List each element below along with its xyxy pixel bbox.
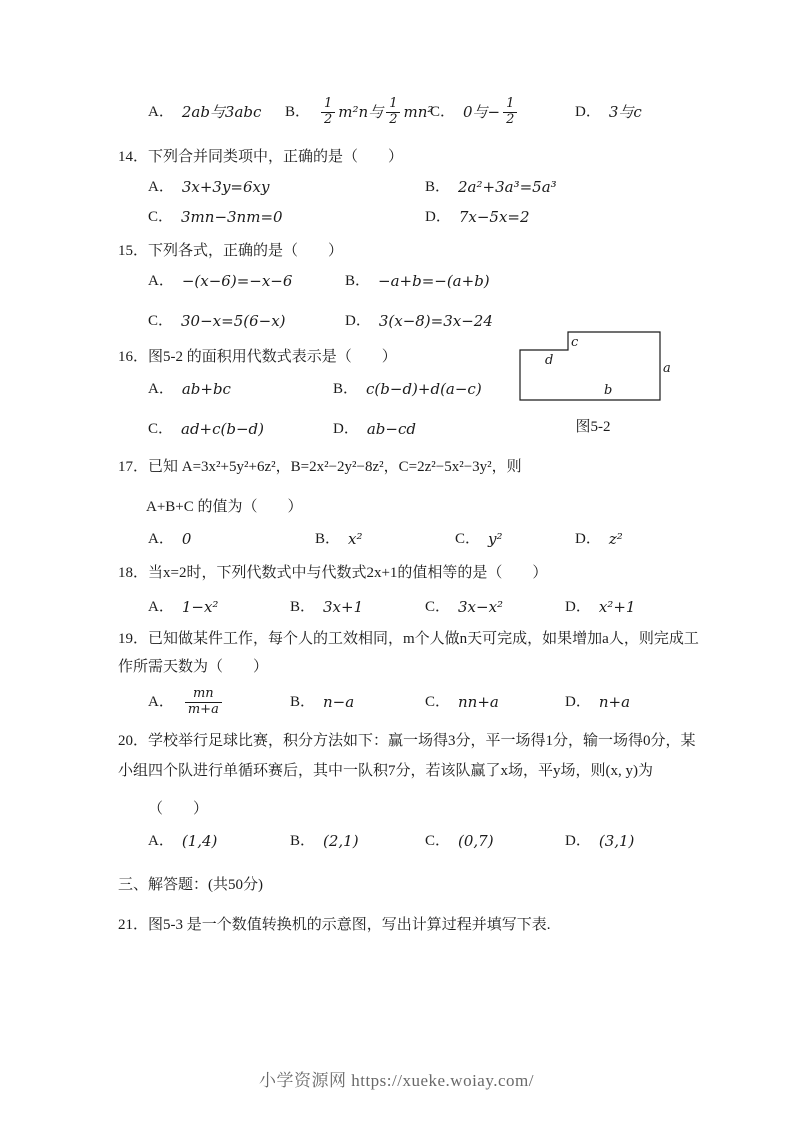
exam-content [118,90,699,936]
option-label: A． [148,273,174,289]
question-19-stem-line2: 作所需天数为（ ） [118,659,269,675]
option-label: A． [148,833,174,849]
option-text: 3x+3y=6xy [181,178,270,196]
option-text: x²+1 [598,598,636,616]
option-text: y² [488,530,503,548]
figure-label-d: d [545,353,554,368]
fraction [386,97,400,127]
option-label: C． [430,104,456,120]
option-17c [455,528,575,550]
option-text: −a+b=−(a+b) [378,272,490,290]
question-14-stem: 14．下列合并同类项中，正确的是（ ） [118,149,404,165]
question-17-options [118,528,680,550]
question-17-stem-line2: A+B+C 的值为（ ） [146,499,303,515]
option-label: D． [565,694,591,710]
option-label: B． [290,833,316,849]
denominator: 2 [321,112,335,127]
question-21-stem: 21．图5-3 是一个数值转换机的示意图，写出计算过程并填写下表. [118,917,551,933]
numerator: 1 [389,96,398,112]
option-text: 0 [181,530,192,548]
option-text: 3与c [608,103,642,121]
option-label: D． [425,209,451,225]
option-14a [148,176,425,198]
option-text: 2ab与3abc [181,103,262,121]
figure-caption: 图5-2 [575,419,611,435]
option-20c [425,830,565,852]
question-18-stem: 18．当x=2时，下列代数式中与代数式2x+1的值相等的是（ ） [118,565,548,581]
option-text: 0与− [463,103,501,121]
option-16c [148,418,333,440]
option-13b [285,96,434,127]
option-text: nn+a [458,693,499,711]
option-16b [333,378,482,400]
option-19d [565,691,630,713]
option-text: m²n与 [338,103,384,121]
option-text: n+a [598,693,631,711]
question-20-stem-line1: 20．学校举行足球比赛，积分方法如下：赢一场得3分，平一场得1分，输一场得0分，某 [118,733,696,749]
option-label: A． [148,599,174,615]
denominator: 2 [386,112,400,127]
option-13d [575,101,642,123]
fraction [321,97,335,127]
question-16-stem: 16．图5-2 的面积用代数式表示是（ ） [118,349,397,365]
option-label: A． [148,179,174,195]
option-19a [148,687,290,717]
option-text: (2,1) [323,832,359,850]
option-label: A． [148,531,174,547]
question-14-options-row1 [118,176,680,198]
denominator: m+a [185,702,222,717]
option-text: mn² [403,103,434,121]
option-label: D． [565,599,591,615]
option-18b [290,596,425,618]
option-label: C． [425,833,451,849]
option-13a [148,101,285,123]
option-text: ab+bc [181,380,231,398]
option-17b [315,528,455,550]
option-20b [290,830,425,852]
option-19b [290,691,425,713]
figure-outline [520,332,660,400]
figure-label-a: a [663,361,671,376]
option-label: B． [290,599,316,615]
option-19c [425,691,565,713]
question-18-options [118,596,680,618]
option-15d [345,310,493,332]
option-18c [425,596,565,618]
option-text: 3(x−8)=3x−24 [378,312,493,330]
question-17-stem-line1: 17．已知 A=3x²+5y²+6z²，B=2x²−2y²−8z²，C=2z²−5x²−3y²，则 [118,459,522,475]
option-label: D． [333,421,359,437]
option-18d [565,596,635,618]
numerator: mn [192,686,214,702]
figure-5-2 [518,330,673,437]
option-label: B． [290,694,316,710]
option-label: D． [565,833,591,849]
option-15a [148,270,345,292]
option-label: D． [575,104,601,120]
option-18a [148,596,290,618]
question-15-stem: 15．下列各式，正确的是（ ） [118,243,344,259]
option-label: A． [148,694,174,710]
question-19-options [118,680,680,724]
option-text: ab−cd [366,420,416,438]
denominator: 2 [503,112,517,127]
option-label: C． [148,421,174,437]
option-15c [148,310,345,332]
option-16d [333,418,416,440]
option-label: C． [148,313,174,329]
option-text: x² [348,530,363,548]
option-label: C． [148,209,174,225]
option-label: D． [345,313,371,329]
option-text: 30−x=5(6−x) [181,312,286,330]
option-17d [575,528,623,550]
option-text: (1,4) [181,832,218,850]
page-footer: 小学资源网 https://xueke.woiay.com/ [258,1071,534,1090]
option-label: A． [148,381,174,397]
question-14-options-row2 [118,206,680,228]
option-label: B． [285,104,311,120]
question-13-options [118,90,680,134]
option-text: 3x+1 [323,598,364,616]
numerator: 1 [324,96,333,112]
option-14c [148,206,425,228]
option-label: D． [575,531,601,547]
option-14d [425,206,530,228]
question-19-stem-line1: 19．已知做某件工作，每个人的工效相同，m个人做n天可完成，如果增加a人，则完成工 [118,631,699,647]
figure-label-b: b [604,383,613,398]
option-text: 7x−5x=2 [458,208,530,226]
numerator: 1 [506,96,515,112]
option-text: ad+c(b−d) [181,420,265,438]
option-label: B． [425,179,451,195]
question-20-stem-line2: 小组四个队进行单循环赛后，其中一队积7分，若该队赢了x场，平y场，则(x, y)为 [118,763,653,779]
option-text: c(b−d)+d(a−c) [366,380,482,398]
figure-5-2-drawing [518,330,673,402]
option-text: 3x−x² [458,598,504,616]
section-3-heading: 三、解答题：(共50分) [118,877,263,893]
option-label: B． [315,531,341,547]
option-16a [148,378,333,400]
option-text: (0,7) [458,832,494,850]
option-text: 2a²+3a³=5a³ [458,178,557,196]
option-label: B． [333,381,359,397]
question-15-options-row1 [118,270,680,292]
option-text: 3mn−3nm=0 [181,208,283,226]
question-20-stem-line3: （ ） [148,801,209,817]
option-text: z² [608,530,623,548]
figure-label-c: c [571,335,579,350]
option-label: A． [148,104,174,120]
option-text: n−a [323,693,355,711]
option-text: −(x−6)=−x−6 [181,272,293,290]
option-15b [345,270,490,292]
question-20-options [118,830,680,852]
option-label: C． [425,694,451,710]
fraction [185,687,222,717]
option-label: C． [425,599,451,615]
option-17a [148,528,315,550]
option-label: B． [345,273,371,289]
option-14b [425,176,557,198]
option-20d [565,830,634,852]
option-text: (3,1) [598,832,635,850]
option-20a [148,830,290,852]
option-label: C． [455,531,481,547]
option-13c [430,97,575,127]
fraction [503,97,517,127]
question-15-options-row2 [118,310,680,332]
option-text: 1−x² [181,598,219,616]
